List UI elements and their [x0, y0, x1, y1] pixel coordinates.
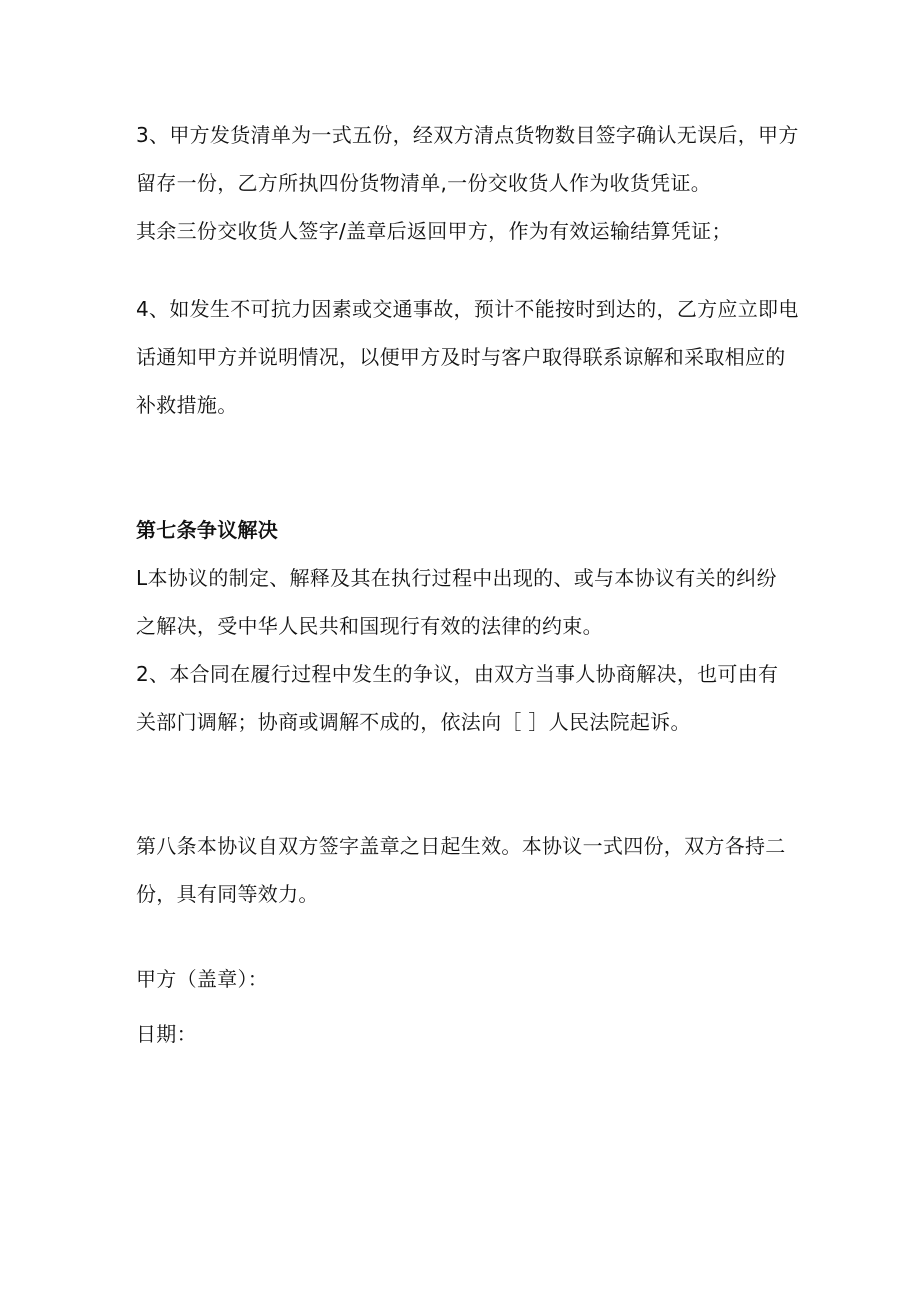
clause8-line1: 第八条本协议自双方签字盖章之日起生效。本协议一式四份，双方各持二 — [136, 834, 786, 858]
clause7-item2-line2: 关部门调解；协商或调解不成的，依法向［ ］人民法院起诉。 — [136, 710, 691, 734]
party-a-seal-label: 甲方（盖章）： — [136, 967, 269, 991]
date-label: 日期： — [136, 1022, 197, 1046]
clause7-item1-line2: 之解决，受中华人民共和国现行有效的法律的约束。 — [136, 614, 603, 638]
clause6-item3-line3: 其余三份交收货人签字/盖章后返回甲方，作为有效运输结算凭证； — [136, 219, 732, 243]
clause7-item2-line1: 2、本合同在履行过程中发生的争议，由双方当事人协商解决，也可由有 — [136, 662, 779, 686]
clause6-item3-line1: 3、甲方发货清单为一式五份，经双方清点货物数目签字确认无误后，甲方 — [136, 123, 799, 147]
clause6-item3-line2: 留存一份，乙方所执四份货物清单,一份交收货人作为收货凭证。 — [136, 171, 712, 195]
clause7-item1-line1: L本协议的制定、解释及其在执行过程中出现的、或与本协议有关的纠纷 — [136, 566, 777, 590]
clause6-item4-line2: 话通知甲方并说明情况，以便甲方及时与客户取得联系谅解和采取相应的 — [136, 345, 786, 369]
clause7-title: 第七条争议解决 — [136, 518, 279, 542]
clause8-line2: 份，具有同等效力。 — [136, 882, 319, 906]
clause6-item4-line1: 4、如发生不可抗力因素或交通事故，预计不能按时到达的，乙方应立即电 — [136, 297, 799, 321]
clause6-item4-line3: 补救措施。 — [136, 393, 238, 417]
